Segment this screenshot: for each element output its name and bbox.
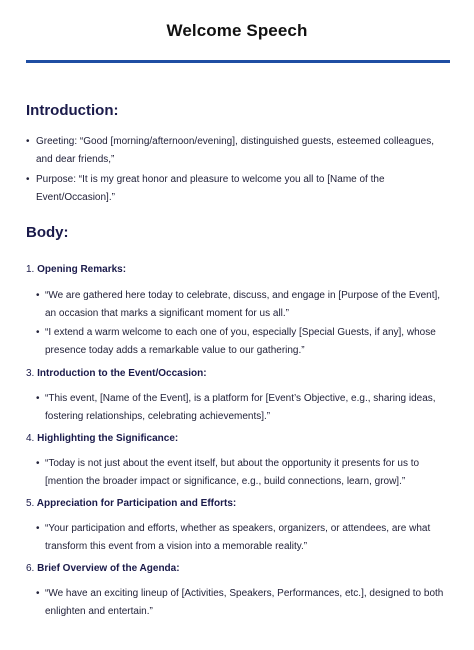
list-item — [36, 390, 448, 426]
section-title: Introduction to the Event/Occasion: — [37, 368, 207, 379]
list-item — [36, 287, 448, 323]
list-item-text: “Today is not just about the event itself, but about the opportunity it presents for us to [mention the broader impact or significance, e.g., build connections, learn, grow].” — [45, 458, 420, 487]
section-number: 3. — [26, 368, 35, 379]
introduction-heading: Introduction: — [26, 102, 119, 119]
section-agenda-overview — [26, 563, 180, 574]
section-title: Highlighting the Significance: — [37, 433, 179, 444]
list-item — [36, 455, 448, 491]
title-divider — [26, 60, 450, 63]
section-title: Brief Overview of the Agenda: — [37, 563, 180, 574]
section-number: 1. — [26, 264, 35, 275]
list-item-text: “This event, [Name of the Event], is a platform for [Event’s Objective, e.g., sharing ideas, fostering relationships, celebrating achievements].” — [45, 393, 436, 422]
body-heading: Body: — [26, 224, 69, 241]
intro-bullet-text: Greeting: “Good [morning/afternoon/evening], distinguished guests, esteemed colleagues, and dear friends,” — [36, 136, 435, 165]
document-title: Welcome Speech — [166, 21, 308, 40]
section-number: 5. — [26, 498, 35, 509]
bullet-dot: • — [36, 290, 40, 301]
list-item-text: “We are gathered here today to celebrate, discuss, and engage in [Purpose of the Event], an occasion that marks a significant moment for us all.” — [45, 290, 441, 319]
intro-bullet-text: Purpose: “It is my great honor and pleasure to welcome you all to [Name of the Event/Occasion].” — [36, 174, 385, 203]
bullet-dot: • — [26, 174, 30, 185]
list-item-text: “Your participation and efforts, whether as speakers, organizers, or attendees, are what transform this event from a vision into a memorable reality.” — [45, 523, 431, 552]
section-highlighting-significance — [26, 433, 178, 444]
bullet-dot: • — [36, 458, 40, 469]
list-item — [36, 324, 448, 360]
list-item — [36, 585, 448, 621]
intro-bullet-greeting — [26, 133, 446, 169]
section-title: Appreciation for Participation and Efforts: — [36, 498, 237, 509]
section-title: Opening Remarks: — [37, 264, 127, 275]
section-opening-remarks — [26, 264, 126, 275]
bullet-dot: • — [36, 523, 40, 534]
intro-bullet-purpose — [26, 171, 446, 207]
bullet-dot: • — [36, 393, 40, 404]
section-appreciation — [26, 498, 236, 509]
section-number: 4. — [26, 433, 35, 444]
list-item-text: “We have an exciting lineup of [Activities, Speakers, Performances, etc.], designed to both enlighten and entertain.” — [45, 588, 444, 617]
bullet-dot: • — [26, 136, 30, 147]
bullet-dot: • — [36, 327, 40, 338]
list-item — [36, 520, 448, 556]
section-introduction-to-event — [26, 368, 207, 379]
list-item-text: “I extend a warm welcome to each one of you, especially [Special Guests, if any], whose presence today adds a remarkable value to our gathering.” — [45, 327, 436, 356]
section-number: 6. — [26, 563, 35, 574]
bullet-dot: • — [36, 588, 40, 599]
